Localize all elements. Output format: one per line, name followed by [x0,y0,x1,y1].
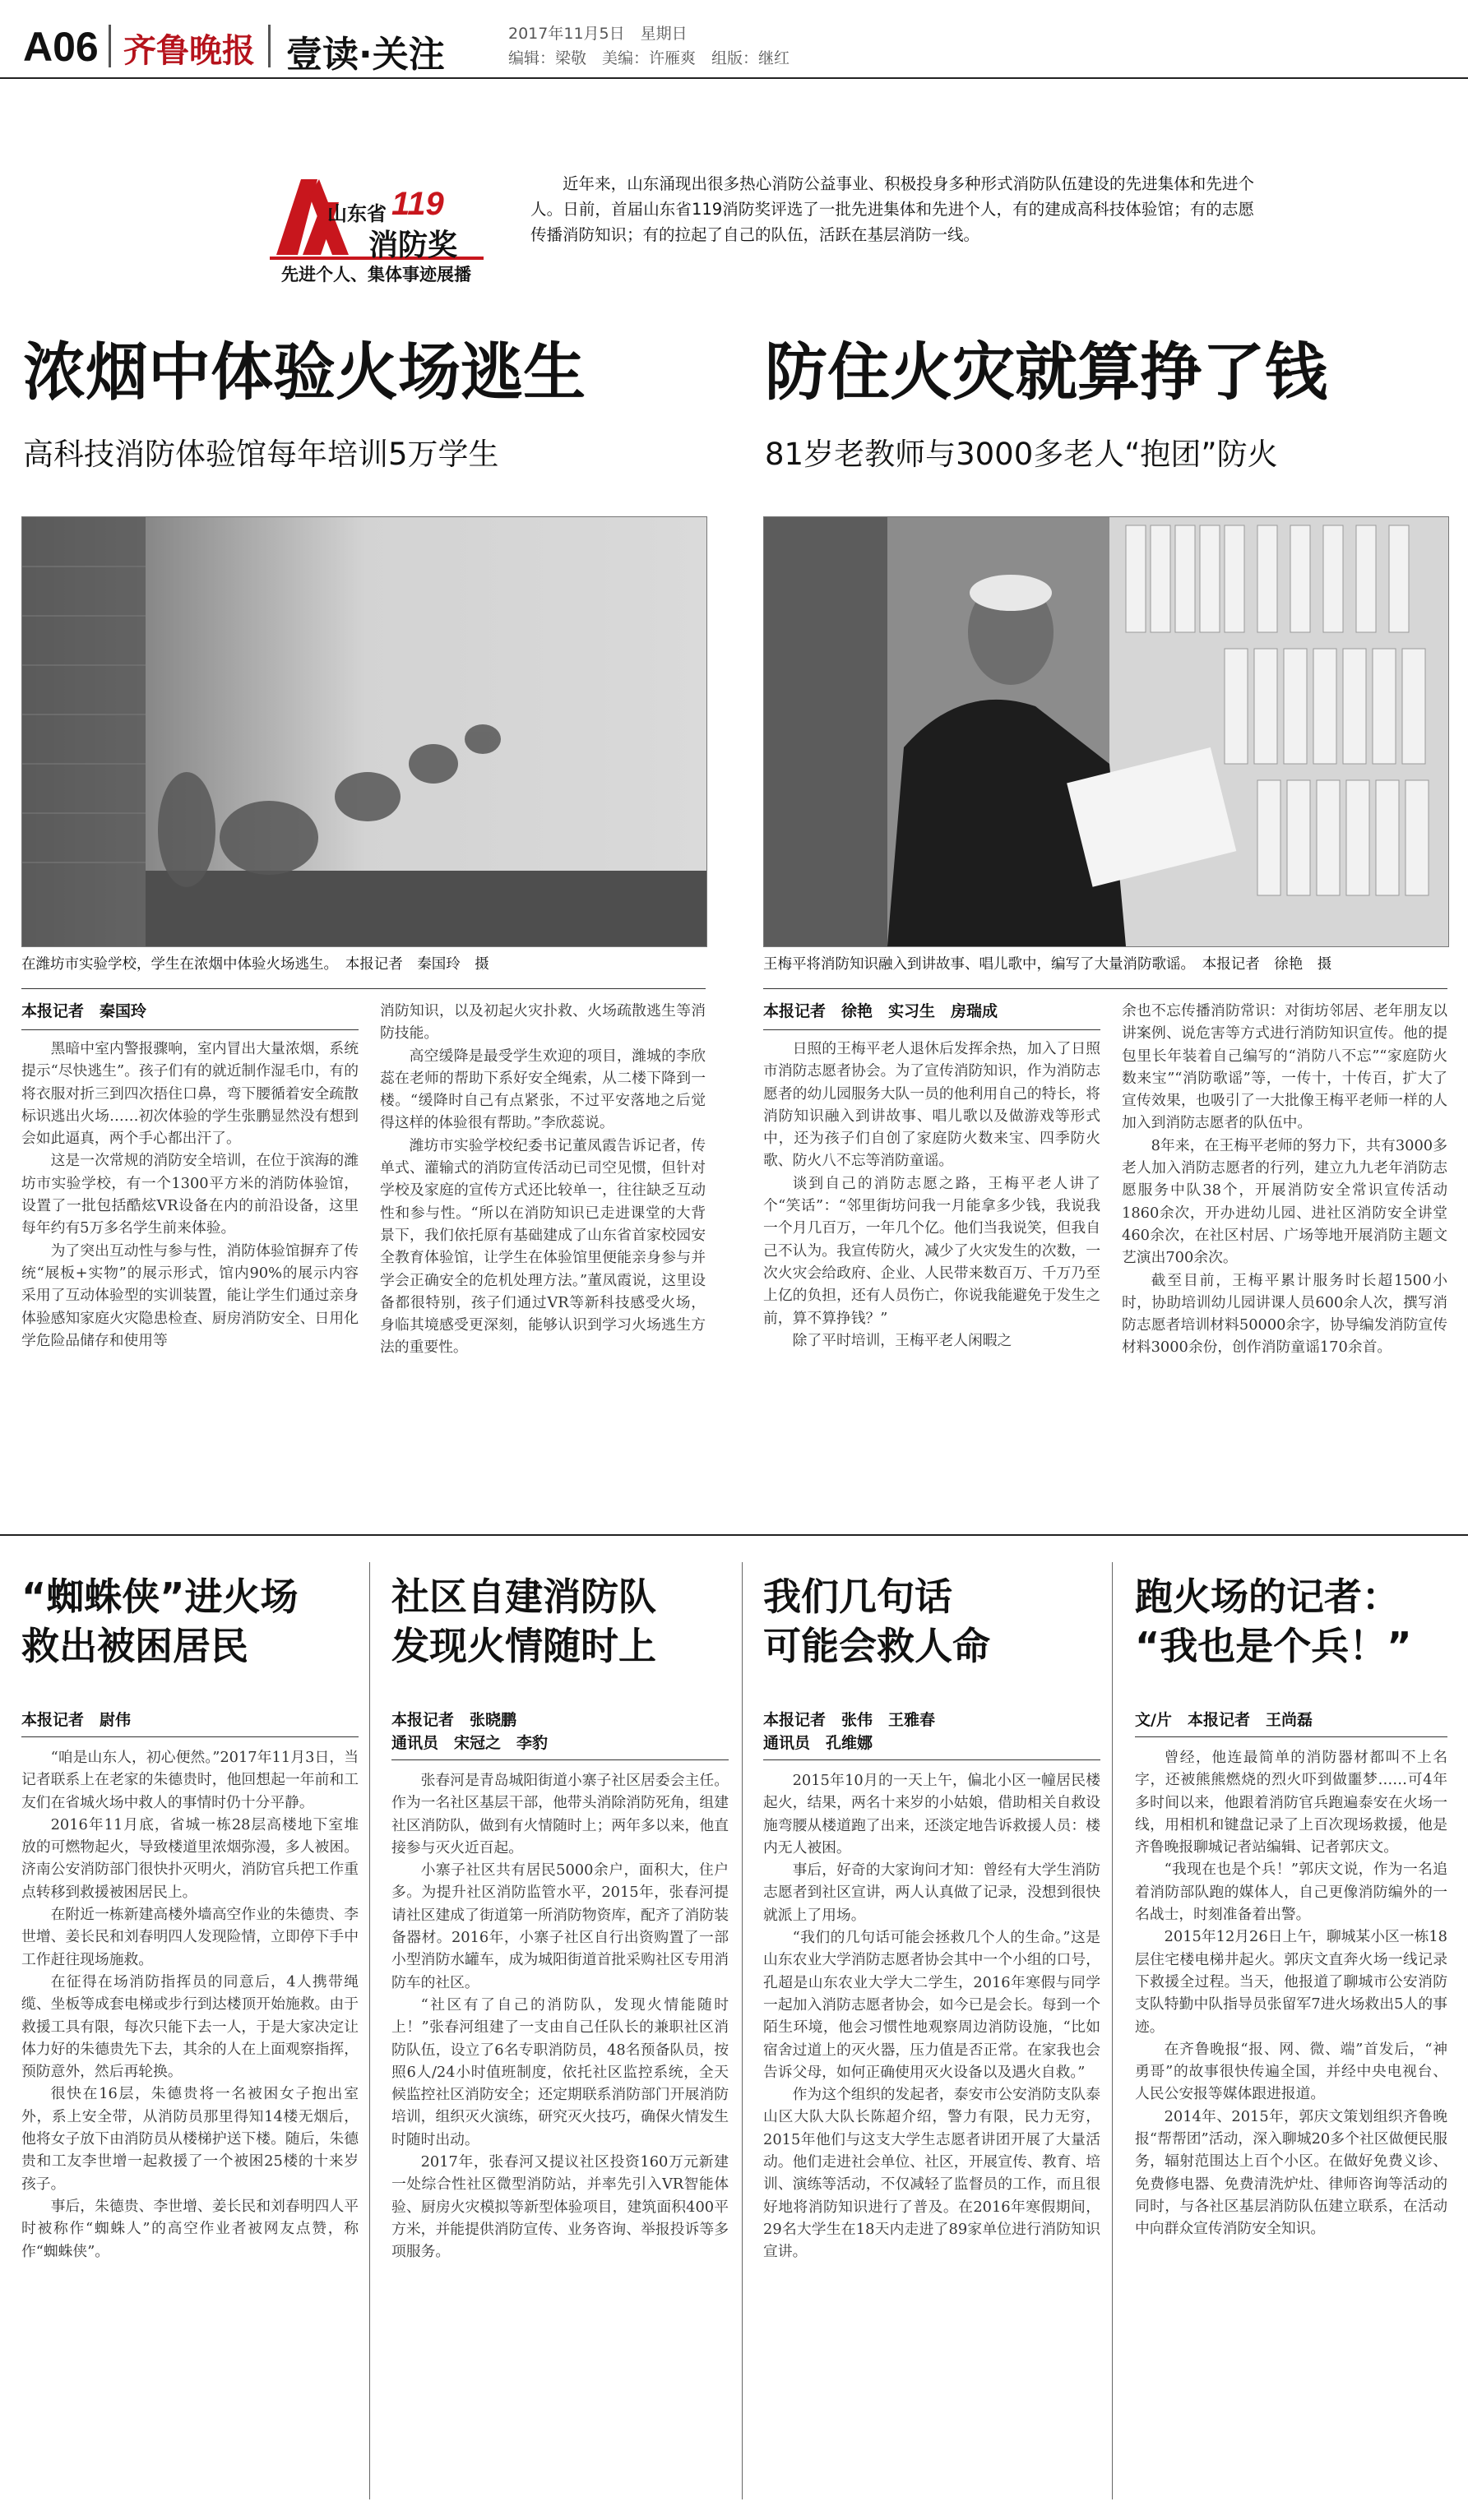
divider [391,1759,729,1760]
paragraph: 张春河是青岛城阳街道小寨子社区居委会主任。作为一名社区基层干部，他带头消除消防死角，组建社区消防队，做到有火情随时上；两年多以来，他直接参与灭火近百起。 [391,1772,729,1856]
column-divider [742,1562,743,2499]
bottom-story-2-body [391,1769,729,2263]
header-rule [0,77,1468,79]
photo-old-teacher [763,516,1449,947]
paragraph: 黑暗中室内警报骤响，室内冒出大量浓烟，系统提示“尽快逃生”。孩子们有的就近制作湿毛巾，有的将衣服对折三到四次捂住口鼻，弯下腰循着安全疏散标识逃出火场……初次体验的学生张鹏显然没有想到会如此逼真，两个手心都出汗了。 [21,1040,359,1148]
section-rule [0,1534,1468,1536]
divider [1135,1736,1447,1737]
bottom-story-1-body [21,1746,359,2263]
divider [763,1029,1100,1030]
right-story-column-1 [763,1038,1100,1352]
divider [21,1029,359,1030]
bottom-story-1-byline: 本报记者 尉伟 [21,1711,132,1729]
headline-line: “我也是个兵！” [1135,1624,1412,1668]
paragraph: 事后，好奇的大家询问才知：曾经有大学生消防志愿者到社区宣讲，两人认真做了记录，没想到很快就派上了用场。 [763,1861,1100,1924]
paragraph: “社区有了自己的消防队，发现火情能随时上！”张春河组建了一支由自己任队长的兼职社区消防队伍，设立了6名专职消防员，48名预备队员，按照6人/24小时值班制度，依托社区监控系统，全天候监控社区消防安全；还定期联系消防部门开展消防培训，组织灭火演练，研究灭火技巧，确保火情发生时随时出动。 [391,1995,729,2148]
byline-line: 通讯员 孔维娜 [763,1734,873,1752]
bottom-story-1-headline [21,1572,359,1671]
paragraph: 高空缓降是最受学生欢迎的项目，潍城的李欣蕊在老师的帮助下系好安全绳索，从二楼下降到一楼。“缓降时自己有点紧张，不过平安落地之后觉得这样的体验很有帮助。”李欣蕊说。 [380,1047,706,1132]
right-story-column-2 [1122,1000,1447,1359]
newspaper-name: 齐鲁晚报 [123,31,255,70]
intro-paragraph: 近年来，山东涌现出很多热心消防公益事业、积极投身多种形式消防队伍建设的先进集体和先进个人。日前，首届山东省119消防奖评选了一批先进集体和先进个人，有的建成高科技体验馆；有的志愿传播消防知识；有的拉起了自己的队伍，活跃在基层消防一线。 [530,174,1254,244]
bottom-story-3-byline [763,1709,935,1755]
bottom-story-3-body [763,1769,1100,2263]
paragraph: 潍坊市实验学校纪委书记董凤霞告诉记者，传单式、灌输式的消防宣传活动已司空见惯，但针对学校及家庭的宣传方式还比较单一，往往缺乏互动性和参与性。“所以在消防知识已走进课堂的大背景下，我们依托原有基础建成了山东省首家校园安全教育体验馆，让学生在体验馆里便能亲身参与并学会正确安全的危机处理方法。”董凤霞说，这里设备都很特别，孩子们通过VR等新科技感受火场，身临其境感受更深刻，能够认识到学习火场逃生方法的重要性。 [380,1136,706,1357]
right-byline: 本报记者 徐艳 实习生 房瑞成 [763,1002,998,1020]
left-photo-caption: 在潍坊市实验学校，学生在浓烟中体验火场逃生。 本报记者 秦国玲 摄 [21,956,489,973]
paragraph: “咱是山东人，初心便然。”2017年11月3日，当记者联系上在老家的朱德贵时，他回想起一年前和工友们在省城火场中救人的事情时仍十分平静。 [21,1749,359,1811]
left-story-column-2 [380,1000,706,1359]
bottom-story-4-byline: 文/片 本报记者 王尚磊 [1135,1711,1313,1729]
badge-province: 山东省 [327,202,387,225]
paragraph: 作为这个组织的发起者，泰安市公安消防支队泰山区大队大队长陈超介绍，警力有限，民力无穷，2015年他们与这支大学生志愿者讲团开展了大量活动。他们走进社会单位、社区，开展宣传、教育、培训、演练等活动，不仅减轻了监督员的工作，而且很好地将消防知识进行了普及。在2016年寒假期间，29名大学生在18天内走进了89家单位进行消防知识宣讲。 [763,2086,1100,2261]
paragraph: 在齐鲁晚报“报、网、微、端”首发后，“神勇哥”的故事很快传遍全国，并经中央电视台、人民公安报等媒体跟进报道。 [1135,2040,1447,2103]
column-divider [369,1562,370,2499]
headline-line: 社区自建消防队 [391,1574,656,1619]
column-divider [1112,1562,1113,2499]
headline-line: 我们几句话 [763,1574,952,1619]
byline-line: 本报记者 张晓鹏 [391,1711,517,1729]
paragraph: 2014年、2015年，郭庆文策划组织齐鲁晚报“帮帮团”活动，深入聊城20多个社区做便民服务，辐射范围达上百个小区。在做好免费义诊、免费修电器、免费清洗炉灶、律师咨询等活动的同时，与各社区基层消防队伍建立联系，在活动中向群众宣传消防安全知识。 [1135,2107,1447,2238]
header-divider [109,25,111,67]
photo-smoke-escape [21,516,707,947]
headline-line: 发现火情随时上 [391,1624,656,1668]
right-subheadline: 81岁老教师与3000多老人“抱团”防火 [765,437,1278,472]
badge-number: 119 [391,186,444,222]
page-number: A06 [23,24,99,70]
award-badge [270,163,484,286]
paragraph: 2016年11月底，省城一栋28层高楼地下室堆放的可燃物起火，导致楼道里浓烟弥漫，多人被困。济南公安消防部门很快扑灭明火，消防官兵把工作重点转移到救援被困居民上。 [21,1815,359,1901]
right-headline: 防住火灾就算挣了钱 [765,335,1327,409]
byline-line: 本报记者 张伟 王雅春 [763,1711,936,1729]
paragraph: 在征得在场消防指挥员的同意后，4人携带绳缆、坐板等成套电梯或步行到达楼顶开始施救。由于救援工具有限，每次只能下去一人，于是大家决定让体力好的朱德贵先下去，其余的人在上面观察指挥，预防意外，然后再轮换。 [21,1972,359,2081]
bottom-story-2-byline [391,1709,548,1755]
divider [763,988,1447,989]
badge-award-name: 消防奖 [368,229,458,262]
left-subheadline: 高科技消防体验馆每年培训5万学生 [23,437,499,472]
bottom-story-3-headline [763,1572,1100,1671]
header-meta [508,21,790,71]
paragraph: 2015年10月的一天上午，偏北小区一幢居民楼起火，结果，两名十来岁的小姑娘，借助相关自救设施弯腰从楼道跑了出来，还淡定地告诉救援人员：楼内无人被困。 [763,1772,1100,1856]
paragraph: 在附近一栋新建高楼外墙高空作业的朱德贵、李世增、姜长民和刘春明四人发现险情，立即停下手中工作赶往现场施救。 [21,1906,359,1968]
right-photo-caption: 王梅平将消防知识融入到讲故事、唱儿歌中，编写了大量消防歌谣。 本报记者 徐艳 摄 [763,956,1332,973]
headline-line: “蜘蛛侠”进火场 [21,1574,299,1619]
paragraph: 这是一次常规的消防安全培训，在位于滨海的潍坊市实验学校，有一个1300平方米的消防体验馆，设置了一批包括酷炫VR设备在内的前沿设备，这里每年约有5万多名学生前来体验。 [21,1152,359,1237]
paragraph: 余也不忘传播消防常识：对街坊邻居、老年朋友以讲案例、说危害等方式进行消防知识宣传。他的提包里长年装着自己编写的“消防八不忘”“家庭防火数来宝”“消防歌谣”等，一传十，十传百，扩大了宣传效果，也吸引了一大批像王梅平老师一样的人加入到消防志愿者的队伍中。 [1122,1002,1447,1132]
left-story-column-1 [21,1038,359,1352]
paragraph: 2017年，张春河又提议社区投资160万元新建一处综合性社区微型消防站，并率先引入VR智能体验、厨房火灾模拟等新型体验项目，建筑面积400平方米，并能提供消防宣传、业务咨询、举报投诉等多项服务。 [391,2153,729,2261]
bottom-story-2-headline [391,1572,729,1671]
paragraph: 谈到自己的消防志愿之路，王梅平老人讲了个“笑话”：“邻里街坊问我一月能拿多少钱，我说我一个月几百万，一年几个亿。他们当我说笑，但我自己不认为。我宣传防火，减少了火灾发生的次数，一次火灾会给政府、企业、人民带来数百万、千万乃至上亿的负担，还有人员伤亡，你说我能避免于发生之前，算不算挣钱？” [763,1174,1100,1327]
headline-line: 救出被困居民 [21,1624,248,1668]
left-byline: 本报记者 秦国玲 [21,1002,147,1020]
paragraph: 曾经，他连最简单的消防器材都叫不上名字，还被熊熊燃烧的烈火吓到做噩梦……可4年多时间以来，他跟着消防官兵跑遍泰安在火场一线，用相机和键盘记录了上百次现场救援，他是齐鲁晚报聊城记者站编辑、记者郭庆文。 [1135,1749,1447,1856]
paragraph: 2015年12月26日上午，聊城某小区一栋18层住宅楼电梯井起火。郭庆文直奔火场一线记录下救援全过程。当天，他报道了聊城市公安消防支队特勤中队指导员张留军7进火场救出5人的事迹。 [1135,1928,1447,2036]
left-headline: 浓烟中体验火场逃生 [23,335,586,409]
divider [21,1736,359,1737]
paragraph: 小寨子社区共有居民5000余户，面积大，住户多。为提升社区消防监管水平，2015年，张春河提请社区建成了街道第一所消防物资库，配齐了消防装备器材。2016年，小寨子社区自行出资购置了一部小型消防水罐车，成为城阳街道首批采购社区专用消防车的社区。 [391,1861,729,1991]
paragraph: 除了平时培训，王梅平老人闲暇之 [792,1331,1012,1349]
paragraph: 为了突出互动性与参与性，消防体验馆摒弃了传统“展板+实物”的展示形式，馆内90%的展示内容采用了互动体验型的实训装置，能让学生们通过亲身体验感知家庭火灾隐患检查、厨房消防安全、日用化学危险品储存和使用等 [21,1242,359,1349]
paragraph: 事后，朱德贵、李世增、姜长民和刘春明四人平时被称作“蜘蛛人”的高空作业者被网友点赞，称作“蜘蛛侠”。 [21,2197,359,2260]
issue-date: 2017年11月5日 星期日 [508,25,688,43]
editor-credits: 编辑：梁敬 美编：许雁爽 组版：继红 [508,49,790,67]
paragraph: “我们的几句话可能会拯救几个人的生命。”这是山东农业大学消防志愿者协会其中一个小组的口号，孔超是山东农业大学大二学生，2016年寒假与同学一起加入消防志愿者协会，如今已是会长。每到一个陌生环境，他会习惯性地观察周边消防设施，“比如宿舍过道上的灭火器，压力值是否正常。在家我也会告诉父母，如何正确使用灭火设备以及遇火自救。” [763,1929,1100,2081]
paragraph: 消防知识，以及初起火灾扑救、火场疏散逃生等消防技能。 [380,1002,706,1043]
paragraph: 8年来，在王梅平老师的努力下，共有3000多老人加入消防志愿者的行列，建立九九老年消防志愿服务中队38个，开展消防安全常识宣传活动1860余次，开办进幼儿园、进社区消防安全讲堂460余次，在社区村居、广场等地开展消防主题文艺演出700余次。 [1122,1136,1447,1267]
paragraph: “我现在也是个兵！”郭庆文说，作为一名追着消防部队跑的媒体人，自己更像消防编外的一名战士，时刻准备着出警。 [1135,1861,1447,1924]
paragraph: 很快在16层，朱德贵将一名被困女子抱出室外，系上安全带，从消防员那里得知14楼无烟后，他将女子放下由消防员从楼梯护送下楼。随后，朱德贵和工友李世增一起救援了一个被困25楼的十来岁孩子。 [21,2085,359,2193]
headline-line: 跑火场的记者： [1135,1574,1400,1619]
divider [763,1759,1100,1760]
byline-line: 通讯员 宋冠之 李豹 [391,1734,549,1752]
header-divider [268,25,271,67]
divider [21,988,706,989]
bottom-story-4-body [1135,1746,1447,2240]
badge-slogan: 先进个人、集体事迹展播 [281,265,471,284]
paragraph: 截至目前，王梅平累计服务时长超1500小时，协助培训幼儿园讲课人员600余人次，撰写消防志愿者培训材料50000余字，协导编发消防宣传材料3000余份，创作消防童谣170余首。 [1122,1271,1447,1357]
headline-line: 可能会救人命 [763,1624,990,1668]
paragraph: 日照的王梅平老人退休后发挥余热，加入了日照市消防志愿者协会。为了宣传消防知识，作为消防志愿者的幼儿园服务大队一员的他利用自己的特长，将消防知识融入到讲故事、唱儿歌以及做游戏等形式中，还为孩子们自创了家庭防火数来宝、四季防火歌、防火八不忘等消防童谣。 [763,1040,1100,1170]
section-title: 壹读·关注 [286,34,445,76]
bottom-story-4-headline [1135,1572,1456,1671]
